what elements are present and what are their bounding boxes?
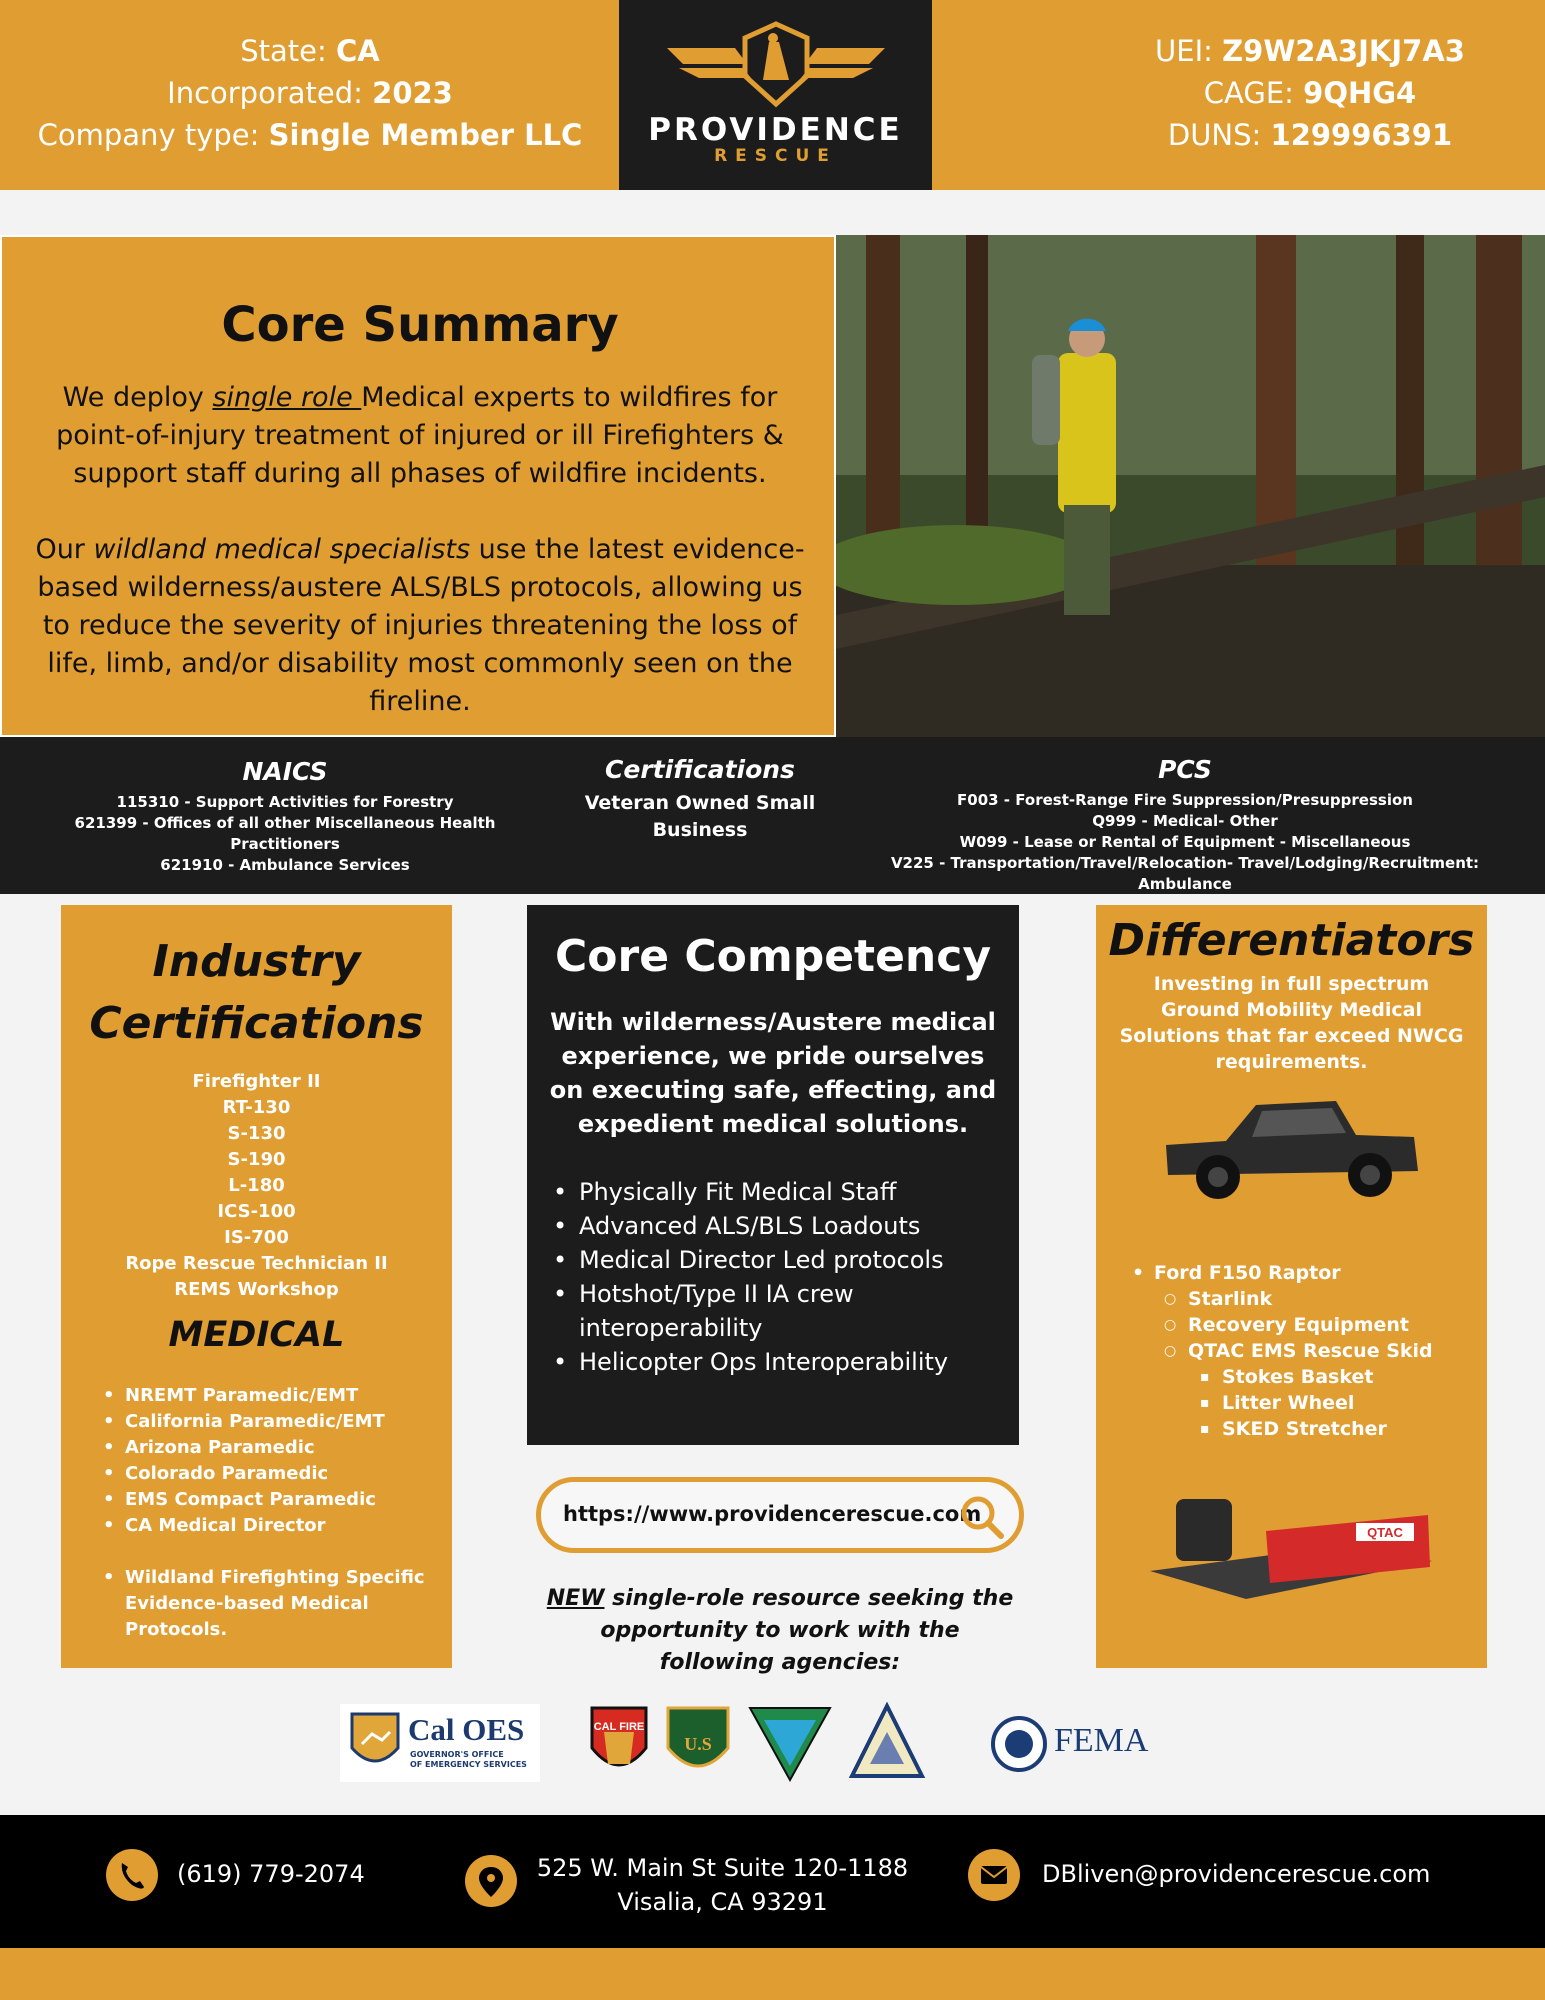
competency-item: • Medical Director Led protocols bbox=[549, 1243, 1009, 1277]
industry-certifications-panel bbox=[61, 905, 452, 1668]
email-icon bbox=[968, 1849, 1020, 1901]
cert-item: S-190 bbox=[227, 1149, 286, 1170]
caloes-shield-icon bbox=[348, 1710, 402, 1776]
medical-title: MEDICAL bbox=[168, 1315, 345, 1355]
naics-code: 621910 - Ambulance Services bbox=[160, 856, 410, 874]
cage-value: 9QHG4 bbox=[1303, 76, 1417, 110]
pcs-section bbox=[845, 755, 1525, 895]
email-address[interactable]: DBliven@providencerescue.com bbox=[1042, 1860, 1431, 1888]
uei-value: Z9W2A3JKJ7A3 bbox=[1222, 34, 1465, 68]
certification-line: Veteran Owned Small bbox=[584, 792, 816, 814]
skid-item: ▪ Stokes Basket bbox=[1126, 1364, 1476, 1390]
address: 525 W. Main St Suite 120-1188 Visalia, CA 93291 bbox=[536, 1854, 909, 1916]
competency-item: • Helicopter Ops Interoperability bbox=[549, 1345, 1009, 1379]
cert-item: S-130 bbox=[227, 1123, 286, 1144]
calfire-badge-icon bbox=[586, 1702, 652, 1782]
calfire-label: CAL FIRE bbox=[593, 1721, 645, 1733]
cage-line: CAGE: 9QHG4 bbox=[1203, 76, 1417, 110]
caloes-logo bbox=[340, 1704, 540, 1782]
company-info bbox=[20, 30, 600, 156]
core-summary-text bbox=[20, 379, 820, 721]
search-icon[interactable] bbox=[959, 1494, 1005, 1540]
pcs-code: W099 - Lease or Rental of Equipment - Miscellaneous bbox=[959, 833, 1411, 851]
skid-item: ▪ Litter Wheel bbox=[1126, 1390, 1476, 1416]
pcs-code: V225 - Transportation/Travel/Relocation- Travel/Lodging/Recruitment: Ambulance bbox=[890, 854, 1480, 893]
uei-line: UEI: Z9W2A3JKJ7A3 bbox=[1155, 34, 1465, 68]
contact-footer bbox=[0, 1815, 1545, 1948]
specialists-emphasis: wildland medical specialists bbox=[93, 534, 471, 565]
rescue-skid-image bbox=[1146, 1475, 1436, 1605]
duns-value: 129996391 bbox=[1270, 118, 1453, 152]
naics-section bbox=[20, 757, 550, 876]
bia-triangle-icon bbox=[848, 1702, 926, 1782]
pickup-truck-image bbox=[1156, 1075, 1426, 1205]
equipment-item: ○ Recovery Equipment bbox=[1126, 1312, 1476, 1338]
industry-cert-list bbox=[61, 1069, 452, 1303]
equipment-item: ○ Starlink bbox=[1126, 1286, 1476, 1312]
winged-emblem-icon bbox=[665, 20, 887, 110]
company-type-value: Single Member LLC bbox=[268, 118, 583, 152]
company-logo bbox=[619, 0, 932, 190]
differentiators-subtitle: Investing in full spectrum Ground Mobility Medical Solutions that far exceed NWCG requirements. bbox=[1119, 973, 1464, 1073]
skid-item: ▪ SKED Stretcher bbox=[1126, 1416, 1476, 1442]
website-search-bar[interactable] bbox=[536, 1477, 1024, 1553]
dhs-seal-icon bbox=[990, 1715, 1048, 1773]
qtac-brand-label: QTAC bbox=[1367, 1525, 1403, 1540]
website-url[interactable]: https://www.providencerescue.com bbox=[563, 1502, 982, 1526]
differentiators-list bbox=[1126, 1260, 1476, 1442]
cert-item: L-180 bbox=[228, 1175, 285, 1196]
logo-name: PROVIDENCE bbox=[648, 112, 903, 148]
medical-item: • Arizona Paramedic bbox=[101, 1435, 441, 1461]
medical-item: • NREMT Paramedic/EMT bbox=[101, 1383, 441, 1409]
footer-bottom-bar bbox=[0, 1948, 1545, 2000]
registration-info bbox=[1090, 30, 1530, 156]
state-value: CA bbox=[336, 34, 380, 68]
certifications-title: Certifications bbox=[605, 755, 795, 784]
industry-certifications-title: Industry Certifications bbox=[89, 936, 424, 1049]
competency-item: • Advanced ALS/BLS Loadouts bbox=[549, 1209, 1009, 1243]
cert-item: REMS Workshop bbox=[174, 1279, 339, 1300]
differentiators-panel bbox=[1096, 905, 1487, 1668]
certifications-section bbox=[560, 755, 840, 844]
blm-triangle-icon bbox=[746, 1704, 834, 1782]
medical-item: • Wildland Firefighting Specific Evidence-based Medical Protocols. bbox=[101, 1565, 441, 1643]
caloes-subtitle: GOVERNOR'S OFFICE OF EMERGENCY SERVICES bbox=[410, 1750, 527, 1769]
cert-item: ICS-100 bbox=[217, 1201, 296, 1222]
certification-line: Business bbox=[652, 819, 748, 841]
duns-line: DUNS: 129996391 bbox=[1167, 118, 1453, 152]
state-line: State: CA bbox=[240, 34, 380, 68]
caloes-name: Cal OES bbox=[408, 1712, 525, 1747]
cert-item: IS-700 bbox=[224, 1227, 289, 1248]
pcs-title: PCS bbox=[1158, 755, 1212, 784]
cert-item: Firefighter II bbox=[192, 1071, 321, 1092]
summary-paragraph-2: Our wildland medical specialists use the latest evidence-based wilderness/austere ALS/BLS protocols, allowing us to reduce the severity of injuries threatening the loss of life, limb, and/or disability most commonly seen on the fireline. bbox=[35, 534, 805, 717]
vehicle-item: • Ford F150 Raptor bbox=[1126, 1260, 1476, 1286]
fema-wordmark: FEMA bbox=[1054, 1722, 1149, 1759]
single-role-emphasis: single role bbox=[212, 382, 362, 413]
forest-service-label: U.S bbox=[684, 1734, 712, 1754]
core-summary-title: Core Summary bbox=[221, 297, 619, 353]
firefighter-medic-photo bbox=[836, 235, 1545, 737]
core-summary-panel bbox=[0, 235, 836, 737]
forest-service-shield-icon bbox=[664, 1704, 732, 1780]
core-competency-panel bbox=[527, 905, 1019, 1445]
medical-item: • EMS Compact Paramedic bbox=[101, 1487, 441, 1513]
forest-scene-image bbox=[836, 235, 1545, 737]
medical-item: • CA Medical Director bbox=[101, 1513, 441, 1539]
phone-icon bbox=[106, 1849, 158, 1901]
naics-code: 621399 - Offices of all other Miscellaneous Health Practitioners bbox=[74, 814, 496, 853]
incorporated-line: Incorporated: 2023 bbox=[167, 76, 453, 110]
summary-paragraph-1: We deploy single role Medical experts to wildfires for point-of-injury treatment of injured or ill Firefighters & support staff during all phases of wildfire incidents. bbox=[56, 382, 784, 489]
cert-item: Rope Rescue Technician II bbox=[125, 1253, 388, 1274]
location-pin-icon bbox=[465, 1855, 517, 1907]
pcs-code: F003 - Forest-Range Fire Suppression/Presuppression bbox=[957, 791, 1413, 809]
cert-item: RT-130 bbox=[222, 1097, 291, 1118]
agencies-note: NEW single-role resource seeking the opportunity to work with the following agencies: bbox=[546, 1586, 1014, 1675]
core-competency-subtitle: With wilderness/Austere medical experience, we pride ourselves on executing safe, effecting, and expedient medical solutions. bbox=[549, 1008, 997, 1138]
equipment-item: ○ QTAC EMS Rescue Skid bbox=[1126, 1338, 1476, 1364]
pcs-code: Q999 - Medical- Other bbox=[1092, 812, 1278, 830]
naics-title: NAICS bbox=[242, 757, 328, 786]
medical-item: • Colorado Paramedic bbox=[101, 1461, 441, 1487]
logo-subtitle: RESCUE bbox=[714, 146, 837, 166]
core-competency-title: Core Competency bbox=[554, 931, 992, 982]
incorporated-value: 2023 bbox=[372, 76, 453, 110]
medical-list bbox=[101, 1383, 441, 1643]
competency-item: • Physically Fit Medical Staff bbox=[549, 1175, 1009, 1209]
differentiators-title: Differentiators bbox=[1108, 915, 1475, 966]
company-type-line: Company type: Single Member LLC bbox=[37, 118, 583, 152]
naics-code: 115310 - Support Activities for Forestry bbox=[116, 793, 454, 811]
competency-item: • Hotshot/Type II IA crew interoperability bbox=[549, 1277, 1009, 1345]
competency-list bbox=[549, 1175, 1009, 1379]
new-label: NEW bbox=[546, 1586, 605, 1611]
medical-item: • California Paramedic/EMT bbox=[101, 1409, 441, 1435]
phone-number[interactable]: (619) 779-2074 bbox=[177, 1860, 365, 1888]
codes-band bbox=[0, 737, 1545, 894]
